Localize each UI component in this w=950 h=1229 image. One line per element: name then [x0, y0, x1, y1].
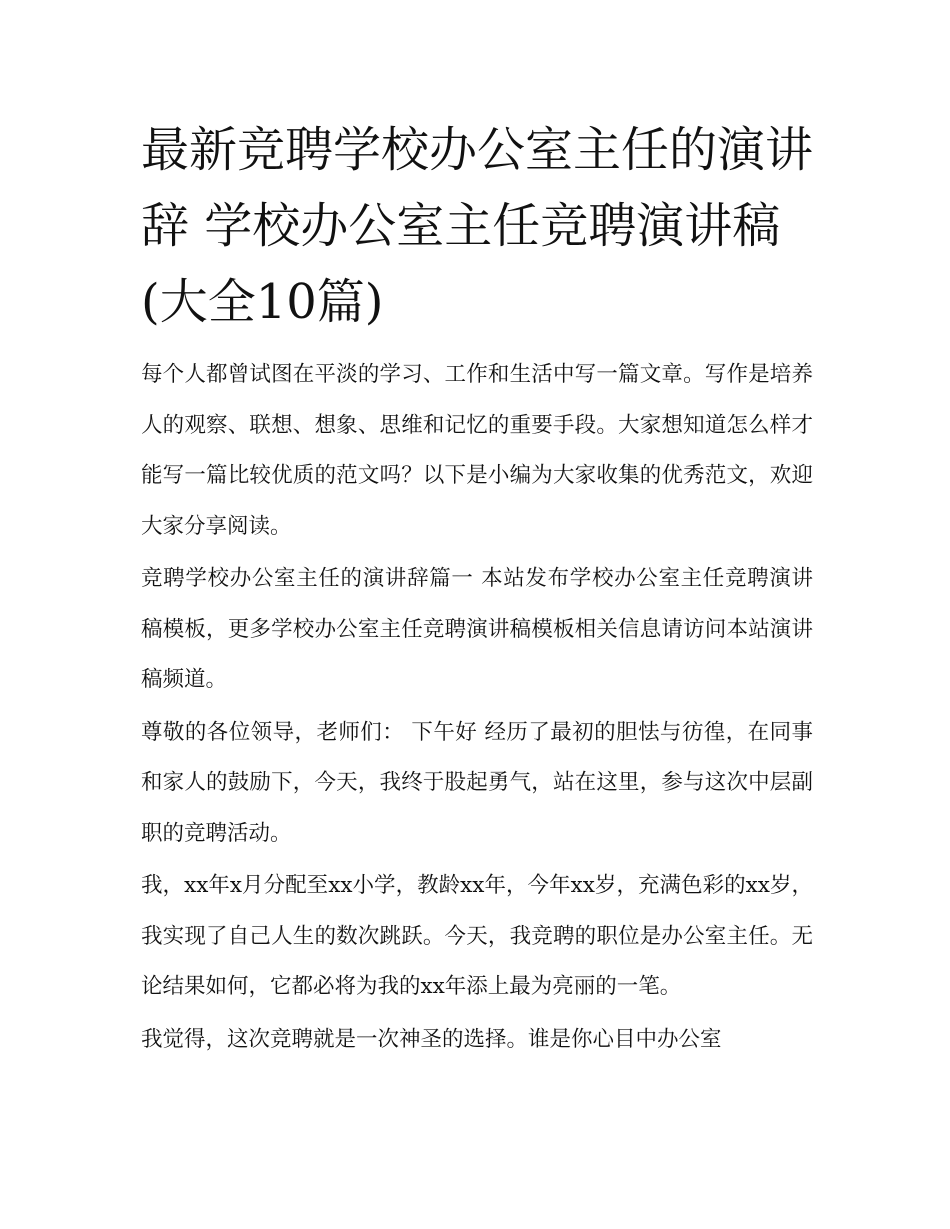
paragraph-intro: 每个人都曾试图在平淡的学习、工作和生活中写一篇文章。写作是培养人的观察、联想、想象、思维和记忆的重要手段。大家想知道怎么样才能写一篇比较优质的范文吗？以下是小编为大家收集的优秀范文，欢迎大家分享阅读。: [141, 362, 813, 539]
document-page: [141, 112, 813, 1067]
document-title: 最新竞聘学校办公室主任的演讲辞 学校办公室主任竞聘演讲稿(大全10篇): [141, 122, 814, 330]
paragraph-section-one: 竞聘学校办公室主任的演讲辞篇一 本站发布学校办公室主任竞聘演讲稿模板，更多学校办公室主任竞聘演讲稿模板相关信息请访问本站演讲稿频道。: [141, 566, 813, 692]
paragraph-choice: 我觉得，这次竞聘就是一次神圣的选择。谁是你心目中办公室: [141, 1026, 722, 1052]
paragraph-self-intro: 我，xx年x月分配至xx小学，教龄xx年，今年xx岁，充满色彩的xx岁，我实现了自己人生的数次跳跃。今天，我竞聘的职位是办公室主任。无论结果如何，它都必将为我的xx年添上最为亮丽的一笔。: [141, 873, 813, 999]
paragraph-greeting: 尊敬的各位领导，老师们： 下午好 经历了最初的胆怯与彷徨，在同事和家人的鼓励下，今天，我终于股起勇气，站在这里，参与这次中层副职的竞聘活动。: [141, 719, 813, 846]
